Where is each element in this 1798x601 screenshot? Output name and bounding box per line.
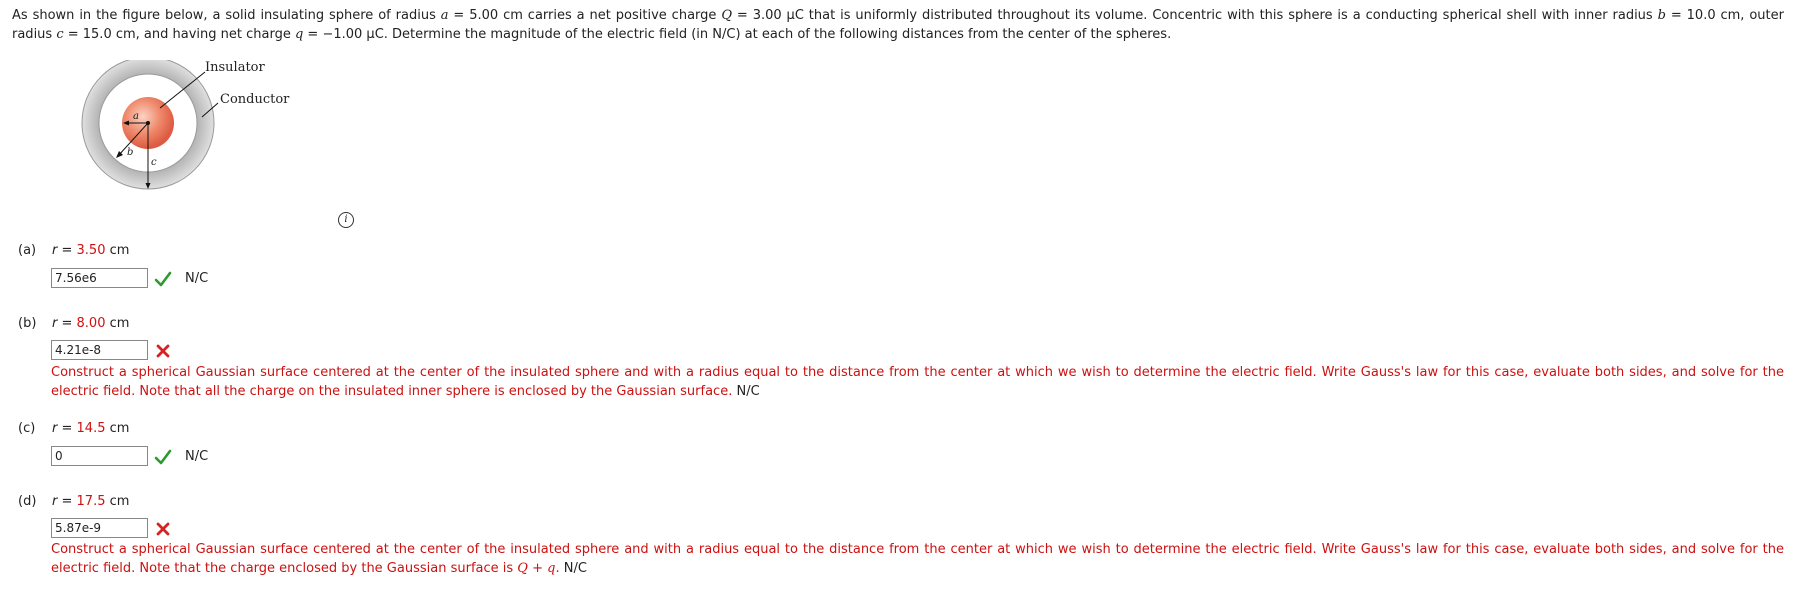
label-c: c — [151, 157, 157, 168]
part-a-question: (a) r = 3.50 cm — [18, 243, 130, 258]
part-d-question: (d) r = 17.5 cm — [18, 494, 130, 509]
figure-diagram — [80, 60, 380, 225]
insulator-label: Insulator — [205, 60, 265, 75]
incorrect-x-icon — [154, 520, 172, 538]
r-value: 17.5 — [76, 494, 106, 509]
label-a: a — [133, 111, 139, 122]
conductor-label: Conductor — [220, 92, 290, 107]
part-c-answer-input[interactable] — [51, 446, 148, 466]
part-b-question: (b) r = 8.00 cm — [18, 316, 130, 331]
correct-check-icon — [154, 448, 172, 466]
problem-statement: As shown in the figure below, a solid insulating sphere of radius a = 5.00 cm carries a net positive charge Q = 3.00 µC that is uniformly distributed throughout its volume. Concentric with this sphere is a conducting spherical shell with inner radius b = 10.0 cm, outer radius c = 15.0 cm, and having net charge q = −1.00 µC. Determine the magnitude of the electric field (in N/C) at each of the following distances from the center of the spheres. — [12, 8, 1784, 42]
part-c-question: (c) r = 14.5 cm — [18, 421, 130, 436]
part-d-feedback: Construct a spherical Gaussian surface centered at the center of the insulated sphere and with a radius equal to the distance from the center at which we wish to determine the electric field. Write Gauss's law for this case, evaluate both sides, and solve for the electric field. Note that the charge enclosed by the Gaussian surface is Q + q. N/C — [51, 542, 1784, 576]
unit-label: N/C — [185, 271, 209, 286]
part-b-answer-input[interactable] — [51, 340, 148, 360]
incorrect-x-icon — [154, 342, 172, 360]
r-value: 3.50 — [76, 243, 106, 258]
part-d-answer-input[interactable] — [51, 518, 148, 538]
part-b-feedback: Construct a spherical Gaussian surface centered at the center of the insulated sphere and with a radius equal to the distance from the center at which we wish to determine the electric field. Write Gauss's law for this case, evaluate both sides, and solve for the electric field. Note that all the charge on the insulated inner sphere is enclosed by the Gaussian surface. N/C — [51, 365, 1784, 399]
r-value: 8.00 — [76, 316, 106, 331]
info-icon[interactable]: i — [338, 212, 354, 228]
part-a-answer-input[interactable] — [51, 268, 148, 288]
concentric-spheres-figure — [80, 60, 380, 225]
correct-check-icon — [154, 270, 172, 288]
label-b: b — [127, 147, 134, 158]
unit-label: N/C — [185, 449, 209, 464]
r-value: 14.5 — [76, 421, 106, 436]
